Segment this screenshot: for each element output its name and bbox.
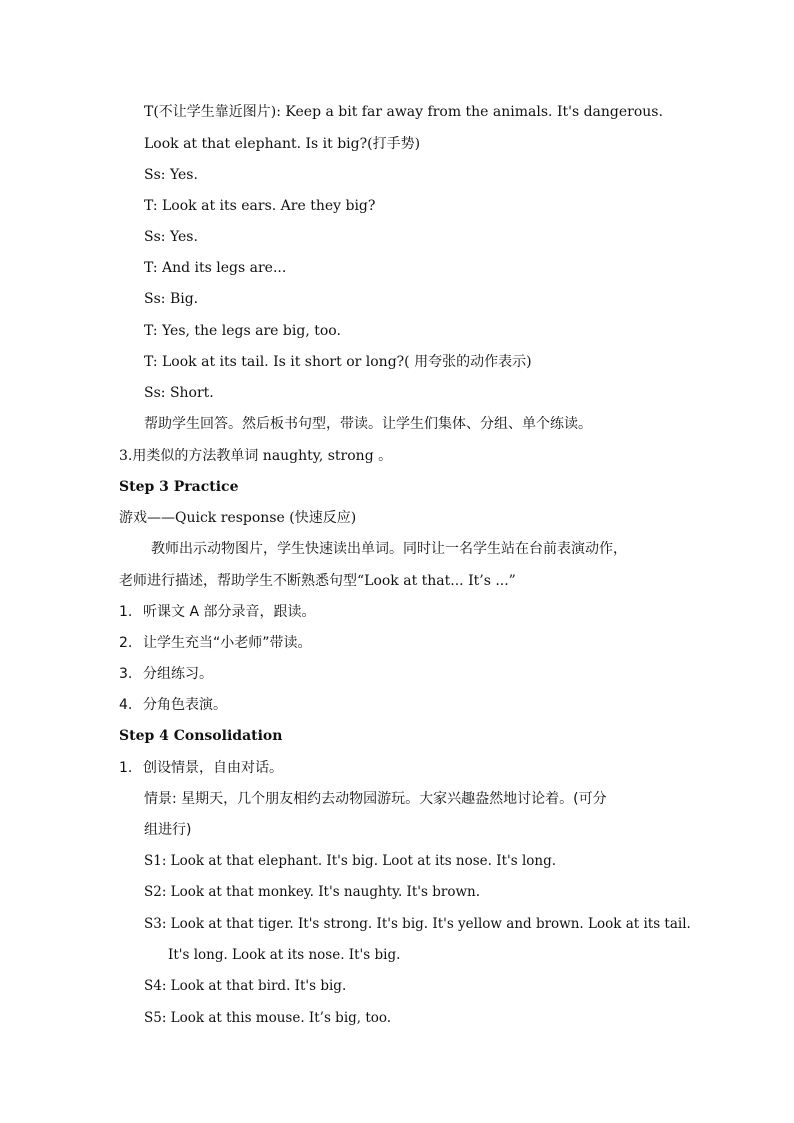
- game-title: 游戏——Quick response (快速反应): [119, 510, 357, 526]
- list-number: 2.: [119, 635, 133, 651]
- dialogue-line: T: And its legs are...: [144, 260, 287, 276]
- dialogue-line: S3: Look at that tiger. It's strong. It's big. It's yellow and brown. Look at its tail.: [144, 916, 691, 932]
- list-number: 3.: [119, 666, 133, 682]
- dialogue-line: Look at that elephant. Is it big?(打手势): [144, 136, 421, 152]
- list-item: [119, 602, 315, 622]
- dialogue-line: Ss: Yes.: [144, 167, 198, 183]
- dialogue-line: S4: Look at that bird. It's big.: [144, 978, 347, 994]
- list-item: [119, 633, 312, 653]
- step4-heading: Step 4 Consolidation: [119, 728, 283, 744]
- dialogue-line: S1: Look at that elephant. It's big. Loot at its nose. It's long.: [144, 853, 557, 869]
- dialogue-line: S2: Look at that monkey. It's naughty. It's brown.: [144, 884, 480, 900]
- list-item: [119, 664, 213, 684]
- dialogue-line: Ss: Big.: [144, 291, 199, 307]
- dialogue-line: S5: Look at this mouse. It’s big, too.: [144, 1010, 392, 1026]
- dialogue-line: It's long. Look at its nose. It's big.: [168, 947, 401, 963]
- scene-description: 组进行): [144, 822, 192, 838]
- list-text: 听课文 A 部分录音，跟读。: [143, 604, 316, 620]
- list-number: 4.: [119, 697, 133, 713]
- dialogue-line: T: Look at its ears. Are they big?: [144, 198, 376, 214]
- dialogue-line: T: Look at its tail. Is it short or long?( 用夸张的动作表示): [144, 354, 532, 370]
- list-item: [119, 758, 283, 778]
- dialogue-line: Ss: Yes.: [144, 229, 198, 245]
- dialogue-line: T(不让学生靠近图片): Keep a bit far away from the animals. It's dangerous.: [144, 104, 663, 120]
- game-description: 教师出示动物图片，学生快速读出单词。同时让一名学生站在台前表演动作，: [151, 541, 627, 557]
- dialogue-line: T: Yes, the legs are big, too.: [144, 323, 341, 339]
- scene-description: 情景: 星期天，几个朋友相约去动物园游玩。大家兴趣盎然地讨论着。(可分: [144, 791, 607, 807]
- list-text: 分组练习。: [143, 666, 213, 682]
- game-description: 老师进行描述，帮助学生不断熟悉句型“Look at that... It’s ...”: [119, 573, 516, 589]
- instruction-line: 帮助学生回答。然后板书句型，带读。让学生们集体、分组、单个练读。: [144, 416, 592, 432]
- list-text: 创设情景，自由对话。: [143, 760, 283, 776]
- list-number: 1.: [119, 760, 133, 776]
- list-item: [119, 695, 227, 715]
- list-text: 分角色表演。: [143, 697, 227, 713]
- instruction-line: 3.用类似的方法教单词 naughty, strong 。: [119, 448, 393, 464]
- list-number: 1.: [119, 604, 133, 620]
- dialogue-line: Ss: Short.: [144, 385, 214, 401]
- list-text: 让学生充当“小老师”带读。: [143, 635, 312, 651]
- step3-heading: Step 3 Practice: [119, 479, 239, 495]
